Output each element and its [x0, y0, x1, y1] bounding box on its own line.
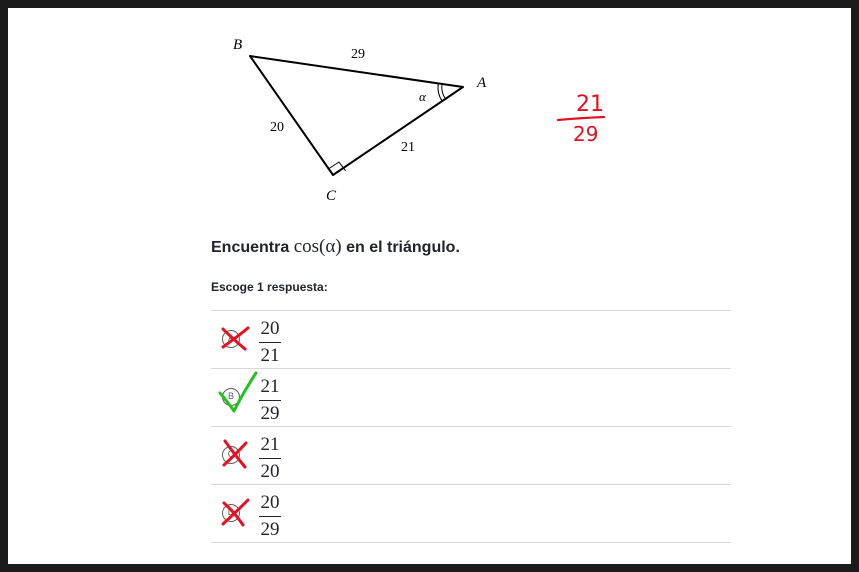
exercise-panel	[8, 8, 851, 564]
triangle-shape	[250, 56, 463, 175]
choice-numerator: 21	[260, 434, 280, 455]
annotation-denominator: 29	[573, 122, 599, 146]
choice-numerator: 21	[260, 376, 280, 397]
choice-denominator: 29	[260, 403, 280, 424]
vertex-label-a: A	[477, 75, 487, 91]
triangle-diagram	[8, 8, 851, 238]
side-label-ca: 21	[401, 140, 415, 155]
choice-b[interactable]	[211, 369, 731, 427]
question-text	[211, 236, 460, 258]
angle-arc-inner	[442, 84, 446, 99]
check-mark-icon	[215, 375, 255, 415]
instruction-text: Escoge 1 respuesta:	[211, 280, 328, 294]
choice-denominator: 29	[260, 519, 280, 540]
handwritten-annotation	[558, 92, 604, 146]
choice-numerator: 20	[260, 492, 280, 513]
choice-radio-b[interactable]: B	[222, 388, 240, 406]
choice-a[interactable]	[211, 311, 731, 369]
answer-choices	[211, 310, 731, 543]
fraction-bar	[259, 516, 281, 517]
question-math: cos(α)	[293, 236, 342, 257]
choice-c[interactable]	[211, 427, 731, 485]
cross-mark-icon	[215, 433, 255, 473]
vertex-label-b: B	[233, 37, 243, 53]
fraction-bar	[259, 458, 281, 459]
angle-label-alpha: α	[419, 89, 426, 104]
choice-numerator: 20	[260, 318, 280, 339]
choice-fraction-b	[260, 377, 280, 424]
side-label-ab: 29	[351, 47, 365, 62]
choice-fraction-a	[260, 319, 280, 366]
cross-mark-icon	[215, 317, 255, 357]
annotation-numerator: 21	[576, 92, 604, 117]
choice-fraction-d	[260, 493, 280, 540]
fraction-bar	[259, 400, 281, 401]
choice-denominator: 20	[260, 461, 280, 482]
choice-radio-c[interactable]: C	[222, 446, 240, 464]
question-prefix: Encuentra	[211, 239, 290, 256]
choice-d[interactable]	[211, 485, 731, 543]
choice-denominator: 21	[260, 345, 280, 366]
choice-fraction-c	[260, 435, 280, 482]
choice-radio-a[interactable]: A	[222, 330, 240, 348]
cross-mark-icon	[215, 491, 255, 531]
choice-radio-d[interactable]: D	[222, 504, 240, 522]
side-label-bc: 20	[270, 120, 284, 135]
fraction-bar	[259, 342, 281, 343]
vertex-label-c: C	[326, 188, 337, 204]
question-suffix: en el triángulo.	[346, 239, 460, 256]
annotation-fraction-bar	[558, 117, 604, 120]
